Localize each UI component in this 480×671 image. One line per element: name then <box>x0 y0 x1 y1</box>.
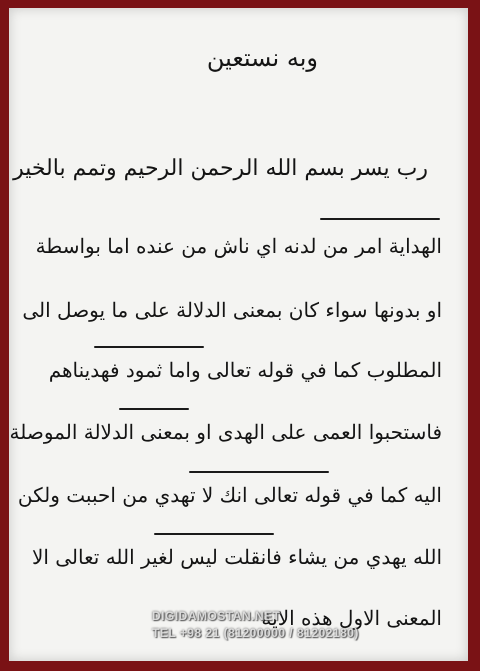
manuscript-title: وبه نستعين <box>206 44 318 72</box>
watermark-phone: TEL +98 21 (81200000 / 81202180) <box>152 626 359 640</box>
text-line-1: الهداية امر من لدنه اي ناش من عنده اما بواسطة <box>35 234 442 258</box>
basmala-line: رب يسر بسم الله الرحمن الرحيم وتمم بالخير <box>13 156 428 181</box>
text-line-2: او بدونها سواء كان بمعنى الدلالة على ما يوصل الى <box>22 298 442 322</box>
overline-stroke <box>94 346 204 348</box>
manuscript-page <box>9 8 468 661</box>
text-line-3: المطلوب كما في قوله تعالى واما ثمود فهديناهم <box>48 358 442 382</box>
text-line-4: فاستحبوا العمى على الهدى او بمعنى الدلالة الموصلة <box>9 420 442 444</box>
overline-stroke <box>320 218 440 220</box>
overline-stroke <box>189 471 329 473</box>
text-line-6: الله يهدي من يشاء فانقلت ليس لغير الله تعالى الا <box>31 545 442 569</box>
overline-stroke <box>154 533 274 535</box>
text-line-7: المعنى الاول هذه الاية <box>261 606 442 630</box>
text-line-5: اليه كما في قوله تعالى انك لا تهدي من احببت ولكن <box>17 483 442 507</box>
watermark-site: DIGIDAMOSTAN.NET <box>152 609 281 623</box>
overline-stroke <box>119 408 189 410</box>
